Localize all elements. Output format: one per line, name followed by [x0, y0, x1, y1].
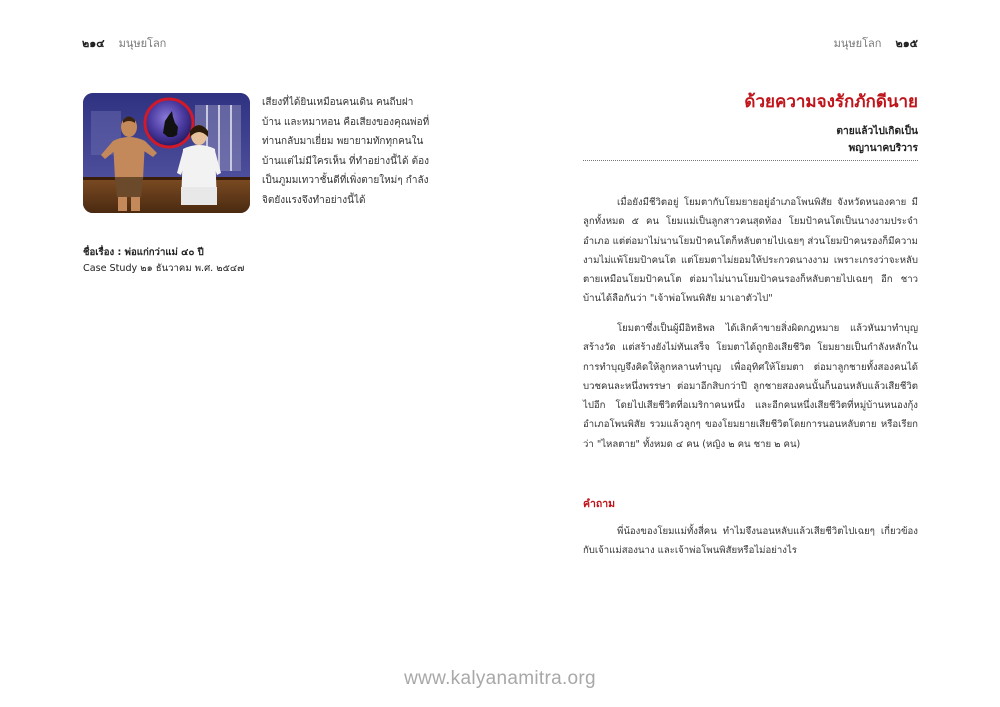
question-text: พี่น้องของโยมแม่ทั้งสี่คน ทำไมจึงนอนหลับแล้วเสียชีวิตไปเฉยๆ เกี่ยวข้องกับเจ้าแม่สองนาง และเจ้าพ่อโพนพิสัยหรือไม่อย่างไร [583, 526, 918, 557]
left-page-number: ๒๑๔ [82, 37, 105, 50]
intro-caption: เสียงที่ได้ยินเหมือนคนเดิน คนถีบฝาบ้าน และหมาหอน คือเสียงของคุณพ่อที่ท่านกลับมาเยี่ยม พยายามทักทุกคนในบ้านแต่ไม่มีใครเห็น ที่ทำอย่างนี้ได้ ต้องเป็นภูมมเทวาชั้นดีที่เพิ่งตายใหม่ๆ กำลังจิตยังแรงจึงทำอย่างนี้ได้ [262, 97, 430, 206]
story-paragraph-2: โยมตาซึ่งเป็นผู้มีอิทธิพล ได้เลิกค้าขายสิ่งผิดกฎหมาย แล้วหันมาทำบุญสร้างวัด แต่สร้างยังไม่ทันเสร็จ โยมตาได้ถูกยิงเสียชีวิต โยมยายเป็นกำลังหลักในการทำบุญจึงคิดให้ลูกหลานทำบุญ เพื่ออุทิศให้โยมตา ต่อมาลูกชายทั้งสองคนได้บวชคนละหนึ่งพรรษา ต่อมาอีกสิบกว่าปี ลูกชายสองคนนั้นก็นอนหลับแล้วเสียชีวิตไปอีก โดยไปเสียชีวิตที่อเมริกาคนหนึ่ง และอีกคนหนึ่งเสียชีวิตที่หมู่บ้านหนองกุ้ง อำเภอโพนพิสัย รวมแล้วลูกๆ ของโยมยายเสียชีวิตโดยการนอนหลับตาย หรือเรียกว่า "ไหลตาย" ทั้งหมด ๔ คน (หญิง ๒ คน ชาย ๒ คน) [583, 323, 918, 450]
left-book-title: มนุษยโลก [118, 37, 167, 50]
left-page-header [82, 34, 166, 52]
right-page-number: ๒๑๕ [895, 37, 918, 50]
case-story-title: ชื่อเรื่อง : พ่อแก่กว่าแม่ ๔๐ ปี [83, 247, 204, 258]
story-subtitle [836, 123, 918, 157]
story-title: ด้วยความจงรักภักดีนาย [744, 92, 918, 112]
website-footer: www.kalyanamitra.org [404, 668, 596, 689]
case-info [83, 245, 343, 277]
dotted-divider [583, 160, 918, 161]
question-heading: คำถาม [583, 498, 616, 510]
story-paragraph-1: เมื่อยังมีชีวิตอยู่ โยมตากับโยมยายอยู่อำเภอโพนพิสัย จังหวัดหนองคาย มีลูกทั้งหมด ๕ คน โยมแม่เป็นลูกสาวคนสุดท้อง โยมป้าคนโตเป็นนางงามประจำอำเภอ แต่ต่อมาไม่นานโยมป้าคนโตก็หลับตายไปเฉยๆ ส่วนโยมป้าคนรองก็มีความงามไม่แพ้โยมป้าคนโต แต่โยมตาไม่ยอมให้ประกวดนางงาม เพราะเกรงว่าจะหลับตายเหมือนโยมป้าคนโต ต่อมาไม่นานโยมป้าคนรองก็หลับตายไปเฉยๆ อีก ชาวบ้านได้ลือกันว่า "เจ้าพ่อโพนพิสัย มาเอาตัวไป" [583, 197, 918, 305]
subtitle-line-1: ตายแล้วไปเกิดเป็น [836, 126, 918, 137]
case-study-date: Case Study ๒๑ ธันวาคม พ.ศ. ๒๕๔๗ [83, 263, 245, 274]
subtitle-line-2: พญานาคบริวาร [848, 143, 918, 154]
story-illustration [83, 93, 250, 213]
right-page-header [834, 34, 918, 52]
right-book-title: มนุษยโลก [833, 37, 882, 50]
